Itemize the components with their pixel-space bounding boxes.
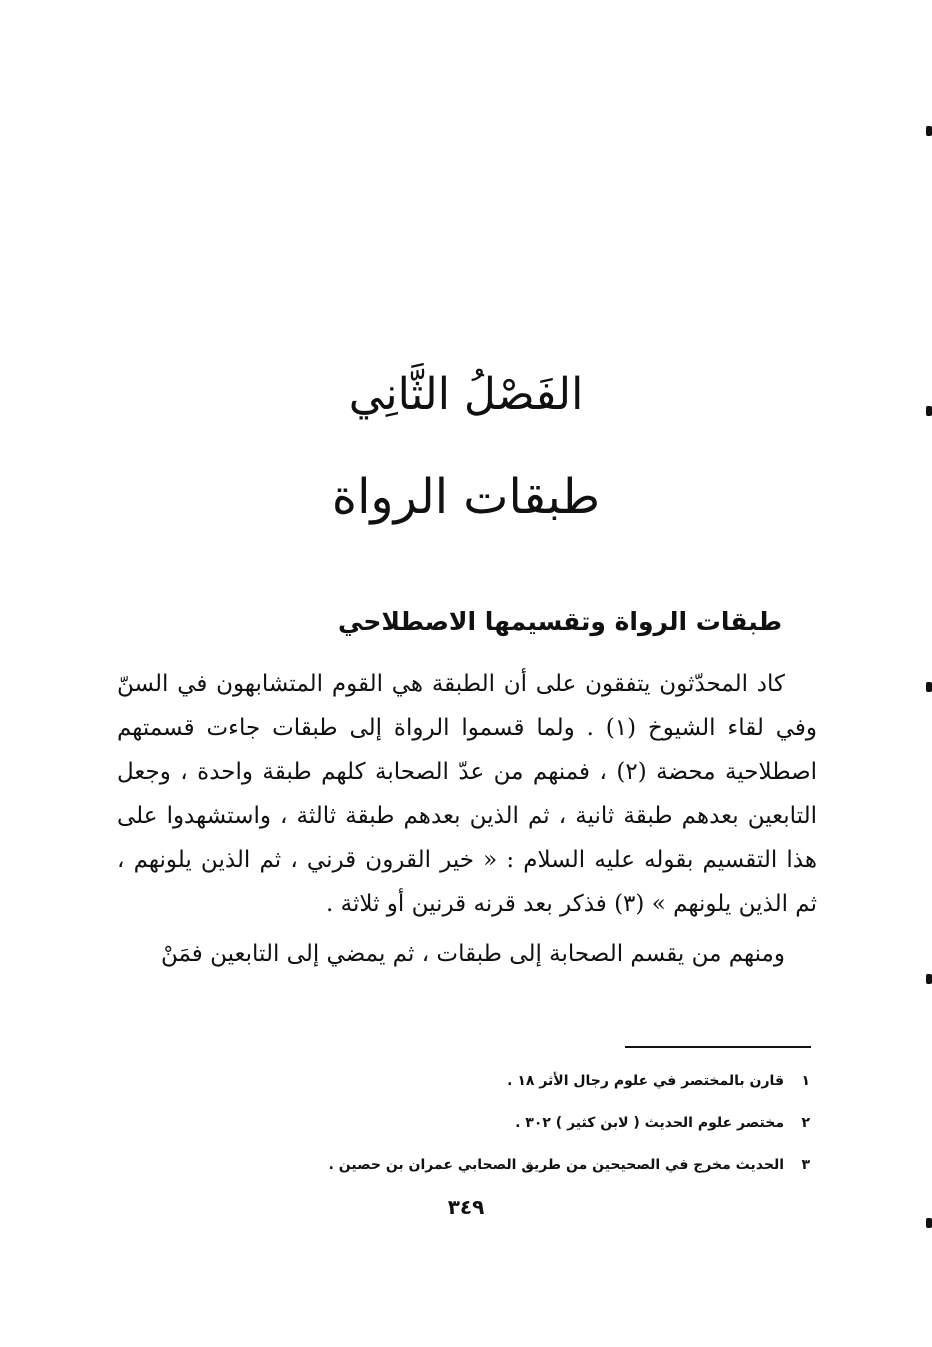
footnote-number: ١: [801, 1073, 810, 1089]
section-heading: طبقات الرواة وتقسيمها الاصطلاحي: [338, 607, 782, 636]
footnote-text: مختصر علوم الحديث ( لابن كثير ) ٣٠٢ .: [515, 1115, 784, 1131]
body-paragraph-2: ومنهم من يقسم الصحابة إلى طبقات ، ثم يمضي إلى التابعين فمَنْ: [160, 941, 785, 967]
scan-edge-mark: [926, 974, 932, 984]
chapter-title: الفَصْلُ الثَّانِي: [348, 369, 584, 420]
scan-edge-mark: [926, 682, 932, 692]
footnote-text: قارن بالمختصر في علوم رجال الأثر ١٨ .: [507, 1073, 784, 1089]
chapter-subtitle: طبقات الرواة: [331, 469, 601, 525]
footnote-number: ٣: [801, 1157, 810, 1173]
page-number: ٣٤٩: [447, 1195, 485, 1219]
footnote-number: ٢: [801, 1115, 810, 1131]
scan-edge-mark: [926, 126, 932, 136]
footnote-divider: [625, 1046, 811, 1048]
footnote-item: [250, 1102, 810, 1144]
scan-edge-mark: [926, 1218, 932, 1228]
body-paragraph-1: كاد المحدّثون يتفقون على أن الطبقة هي القوم المتشابهون في السنّ وفي لقاء الشيوخ (١) . ولما قسموا الرواة إلى طبقات جاءت قسمتهم اصطلاحية محضة (٢) ، فمنهم من عدّ الصحابة كلهم طبقة واحدة ، وجعل التابعين بعدهم طبقة ثانية ، ثم الذين بعدهم طبقة ثالثة ، واستشهدوا على هذا التقسيم بقوله عليه السلام : « خير القرون قرني ، ثم الذين يلونهم ، ثم الذين يلونهم » (٣) فذكر بعد قرنه قرنين أو ثلاثة .: [117, 671, 817, 917]
footnote-text: الحديث مخرج في الصحيحين من طريق الصحابي عمران بن حصين .: [328, 1157, 784, 1173]
body-text: [117, 662, 817, 976]
footnote-item: [250, 1060, 810, 1102]
scan-edge-mark: [926, 406, 932, 416]
footnotes-list: [250, 1060, 810, 1186]
footnote-item: [250, 1144, 810, 1186]
